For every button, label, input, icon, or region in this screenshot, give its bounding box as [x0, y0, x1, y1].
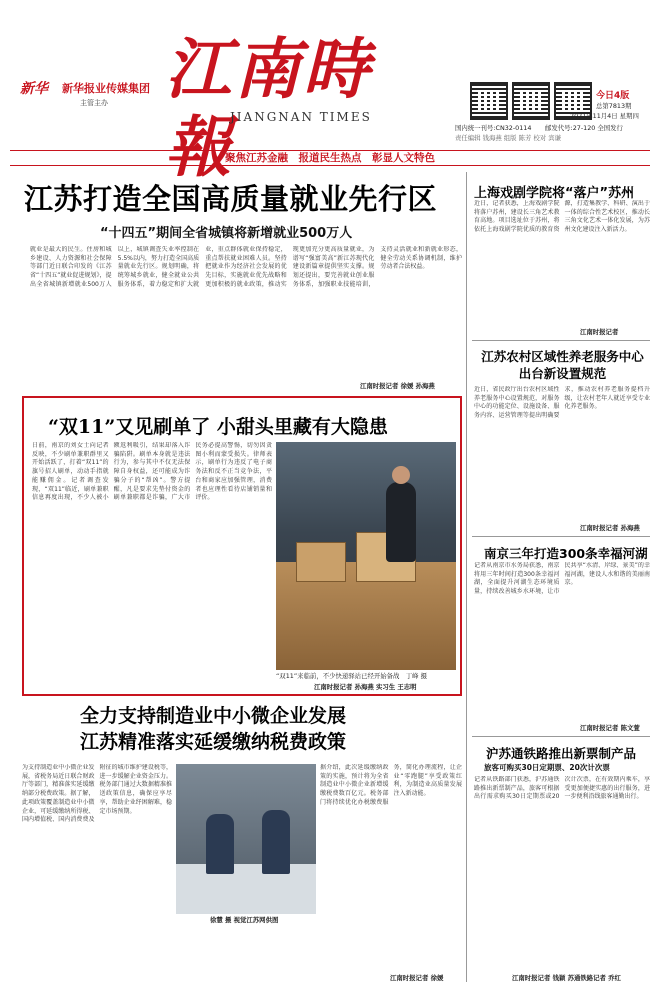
bottom-photo	[176, 764, 316, 914]
feature-byline: 江南时报记者 孙海燕 实习生 王志明	[314, 683, 417, 691]
group-logo	[20, 78, 48, 98]
service-counter	[176, 864, 316, 914]
worker-figure	[386, 482, 416, 562]
staff-figure	[206, 814, 234, 874]
today-pages: 今日4版	[596, 91, 630, 101]
editors: 责任编辑 钱海燕 组版 陈芳 校对 宾谦	[455, 134, 562, 142]
main-sidebar-divider	[466, 172, 467, 982]
slogan: 聚焦江苏金融 报道民生热点 彰显人文特色	[225, 152, 435, 164]
paper-name-en: JIANGNAN TIMES	[230, 110, 372, 124]
staff-figure	[262, 810, 290, 874]
bottom-story-body-left: 为支持制造业中小微企业发展，省税务局近日联合财政厅等部门，精准落实延缓缴纳部分税费政策。据了解，此项政策覆盖制造业中小微企业，可延缓缴纳所得税、国内增值税、国内消费费及附征的城市维护建设税等，进一步缓解企业资金压力。税务部门通过大数据精准推送政策信息，确保应享尽享，帮助企业纾困解难，稳定市场预期。	[22, 764, 172, 824]
bottom-headline-1: 全力支持制造业中小微企业发展	[80, 705, 347, 727]
feature-photo-caption: “双11”来临前，不少快递驿站已经开始备战 丁峰 摄	[276, 672, 427, 680]
main-story-byline: 江南时报记者 徐媛 孙海燕	[360, 382, 435, 390]
sidebar-story1-title: 上海戏剧学院将“落户”苏州	[474, 186, 635, 201]
sidebar-story1-body: 近日，记者获悉，上海戏剧学院将落户苏州，建设长三角艺术教育高地。项目选址位于苏州，将依托上海戏剧学院优质的教育资源，打造集教学、科研、演出于一体的综合性艺术校区，推动长三角文化艺术一体化发展，为苏州文化建设注入新活力。	[474, 200, 650, 234]
sidebar-story1-byline: 江南时报记者	[580, 328, 619, 336]
postal-code: 邮发代号:27-120 全国发行	[545, 124, 623, 132]
sidebar-story2-body: 近日，省民政厅出台农村区域性养老服务中心设置规范，对服务中心的功能定位、设施设备、服务内容、运营管理等提出明确要求，推动农村养老服务提档升级，让农村老年人就近享受专业化养老服务。	[474, 386, 650, 420]
group-subtitle: 主管主办	[80, 99, 108, 107]
bottom-photo-caption: 徐慧 摄 视觉江苏网供图	[210, 916, 279, 924]
paper-name: 江南時報	[165, 30, 372, 186]
feature-photo	[276, 442, 456, 670]
sidebar-story3-byline: 江南时报记者 陈文萱	[580, 724, 640, 732]
package-box	[296, 542, 346, 582]
feature-box	[22, 396, 462, 696]
main-story-body: 就业是最大的民生。住房和城乡建设、人力资源和社会保障等部门近日联合印发的《江苏省“十四五”就业促进规划》，提出全省城镇新增就业500万人以上，城镇调查失业率控制在5.5%以内，努力打造全国高质量就业先行区。规划明确，将统筹城乡就业，健全就业公共服务体系，着力稳定和扩大就业，重点群体就业保持稳定，重点帮扶就业困难人员。坚持把就业作为经济社会发展的优先目标，实施就业优先战略和更加积极的就业政策，推动实现更加充分更高质量就业，为谱写“强富美高”新江苏现代化建设新篇章提供坚实支撑。规划还提出，要完善就业创业服务体系，加强职业技能培训，支持灵活就业和新就业形态，健全劳动关系协调机制，维护劳动者合法权益。	[30, 246, 462, 288]
sidebar-divider	[472, 536, 650, 537]
cn-number: 国内统一刊号:CN32-0114	[455, 124, 532, 132]
slogan-bar	[10, 150, 650, 166]
qr-code-2	[512, 82, 550, 120]
bottom-headline-2: 江苏精准落实延缓缴纳税费政策	[80, 731, 347, 753]
issue-date: 2021年11月4日 星期四	[570, 112, 639, 120]
sidebar-story4-byline: 江南时报记者 钱颖 苏通铁路记者 乔红	[512, 974, 621, 982]
sidebar-story2-title: 江苏农村区域性养老服务中心出台新设置规范	[481, 349, 644, 381]
main-headline: 江苏打造全国高质量就业先行区	[24, 182, 438, 216]
sidebar-divider	[472, 340, 650, 341]
sidebar-divider	[472, 736, 650, 737]
main-subheadline: “十四五”期间全省城镇将新增就业500万人	[100, 226, 353, 241]
group-name: 新华报业传媒集团	[62, 82, 150, 95]
bottom-byline: 江南时报记者 徐媛	[390, 974, 444, 982]
masthead	[0, 0, 657, 186]
sidebar-story2-byline: 江南时报记者 孙海燕	[580, 524, 640, 532]
feature-title: “双11”又见刷单了 小甜头里藏有大隐患	[48, 416, 388, 438]
bottom-story-body-right: 据介绍，此次延缓缴纳政策的实施，预计将为全省制造业中小微企业新增缓缴税费数百亿元。税务部门将持续优化办税缴费服务，简化办理流程，让企业“零跑腿”享受政策红利，为制造业高质量发展注入新动能。	[320, 764, 462, 806]
issue-number: 总第7813期	[596, 102, 632, 110]
sidebar-story3-title: 南京三年打造300条幸福河湖	[484, 546, 648, 561]
feature-body: 日前，南京的刘女士向记者反映，不少刷单兼职群里又开始活跃了，打着“双11”的旗号招人刷单，动动手指就能赚佣金。记者调查发现，“双11”临近，刷单兼职信息再度出现，不少人被小额返利吸引，结果却落入诈骗陷阱。刷单本身就是违法行为，参与其中不仅无法保障自身权益，还可能成为诈骗分子的“帮凶”。警方提醒，凡是要求先垫付资金的刷单兼职都是诈骗，广大市民务必提高警惕，切勿因贪图小利而蒙受损失。律师表示，刷单行为违反了电子商务法和反不正当竞争法，平台和商家应加强管理，消费者也应理性看待店铺销量和评价。	[32, 442, 272, 502]
qr-code-1	[470, 82, 508, 120]
xinhua-mark: 新华	[20, 81, 48, 97]
sidebar-story4-title: 沪苏通铁路推出新票制产品	[486, 746, 637, 761]
sidebar-story4-body: 记者从铁路部门获悉，沪苏通铁路推出新票制产品，旅客可根据出行需求购买30日定期票或20次计次票，在有效期内乘车，享受更加便捷实惠的出行服务，进一步便利沿线旅客通勤出行。	[474, 776, 650, 801]
worker-head	[392, 466, 410, 484]
sidebar-story3-body: 记者从南京市水务局获悉，南京将用三年时间打造300条幸福河湖，全面提升河湖生态环境质量，持续改善城乡水环境，让市民共享“水清、岸绿、景美”的幸福河湖，建设人水和谐的美丽南京。	[474, 562, 650, 596]
sidebar-story4-subtitle: 旅客可购买30日定期票、20次计次票	[484, 763, 610, 772]
